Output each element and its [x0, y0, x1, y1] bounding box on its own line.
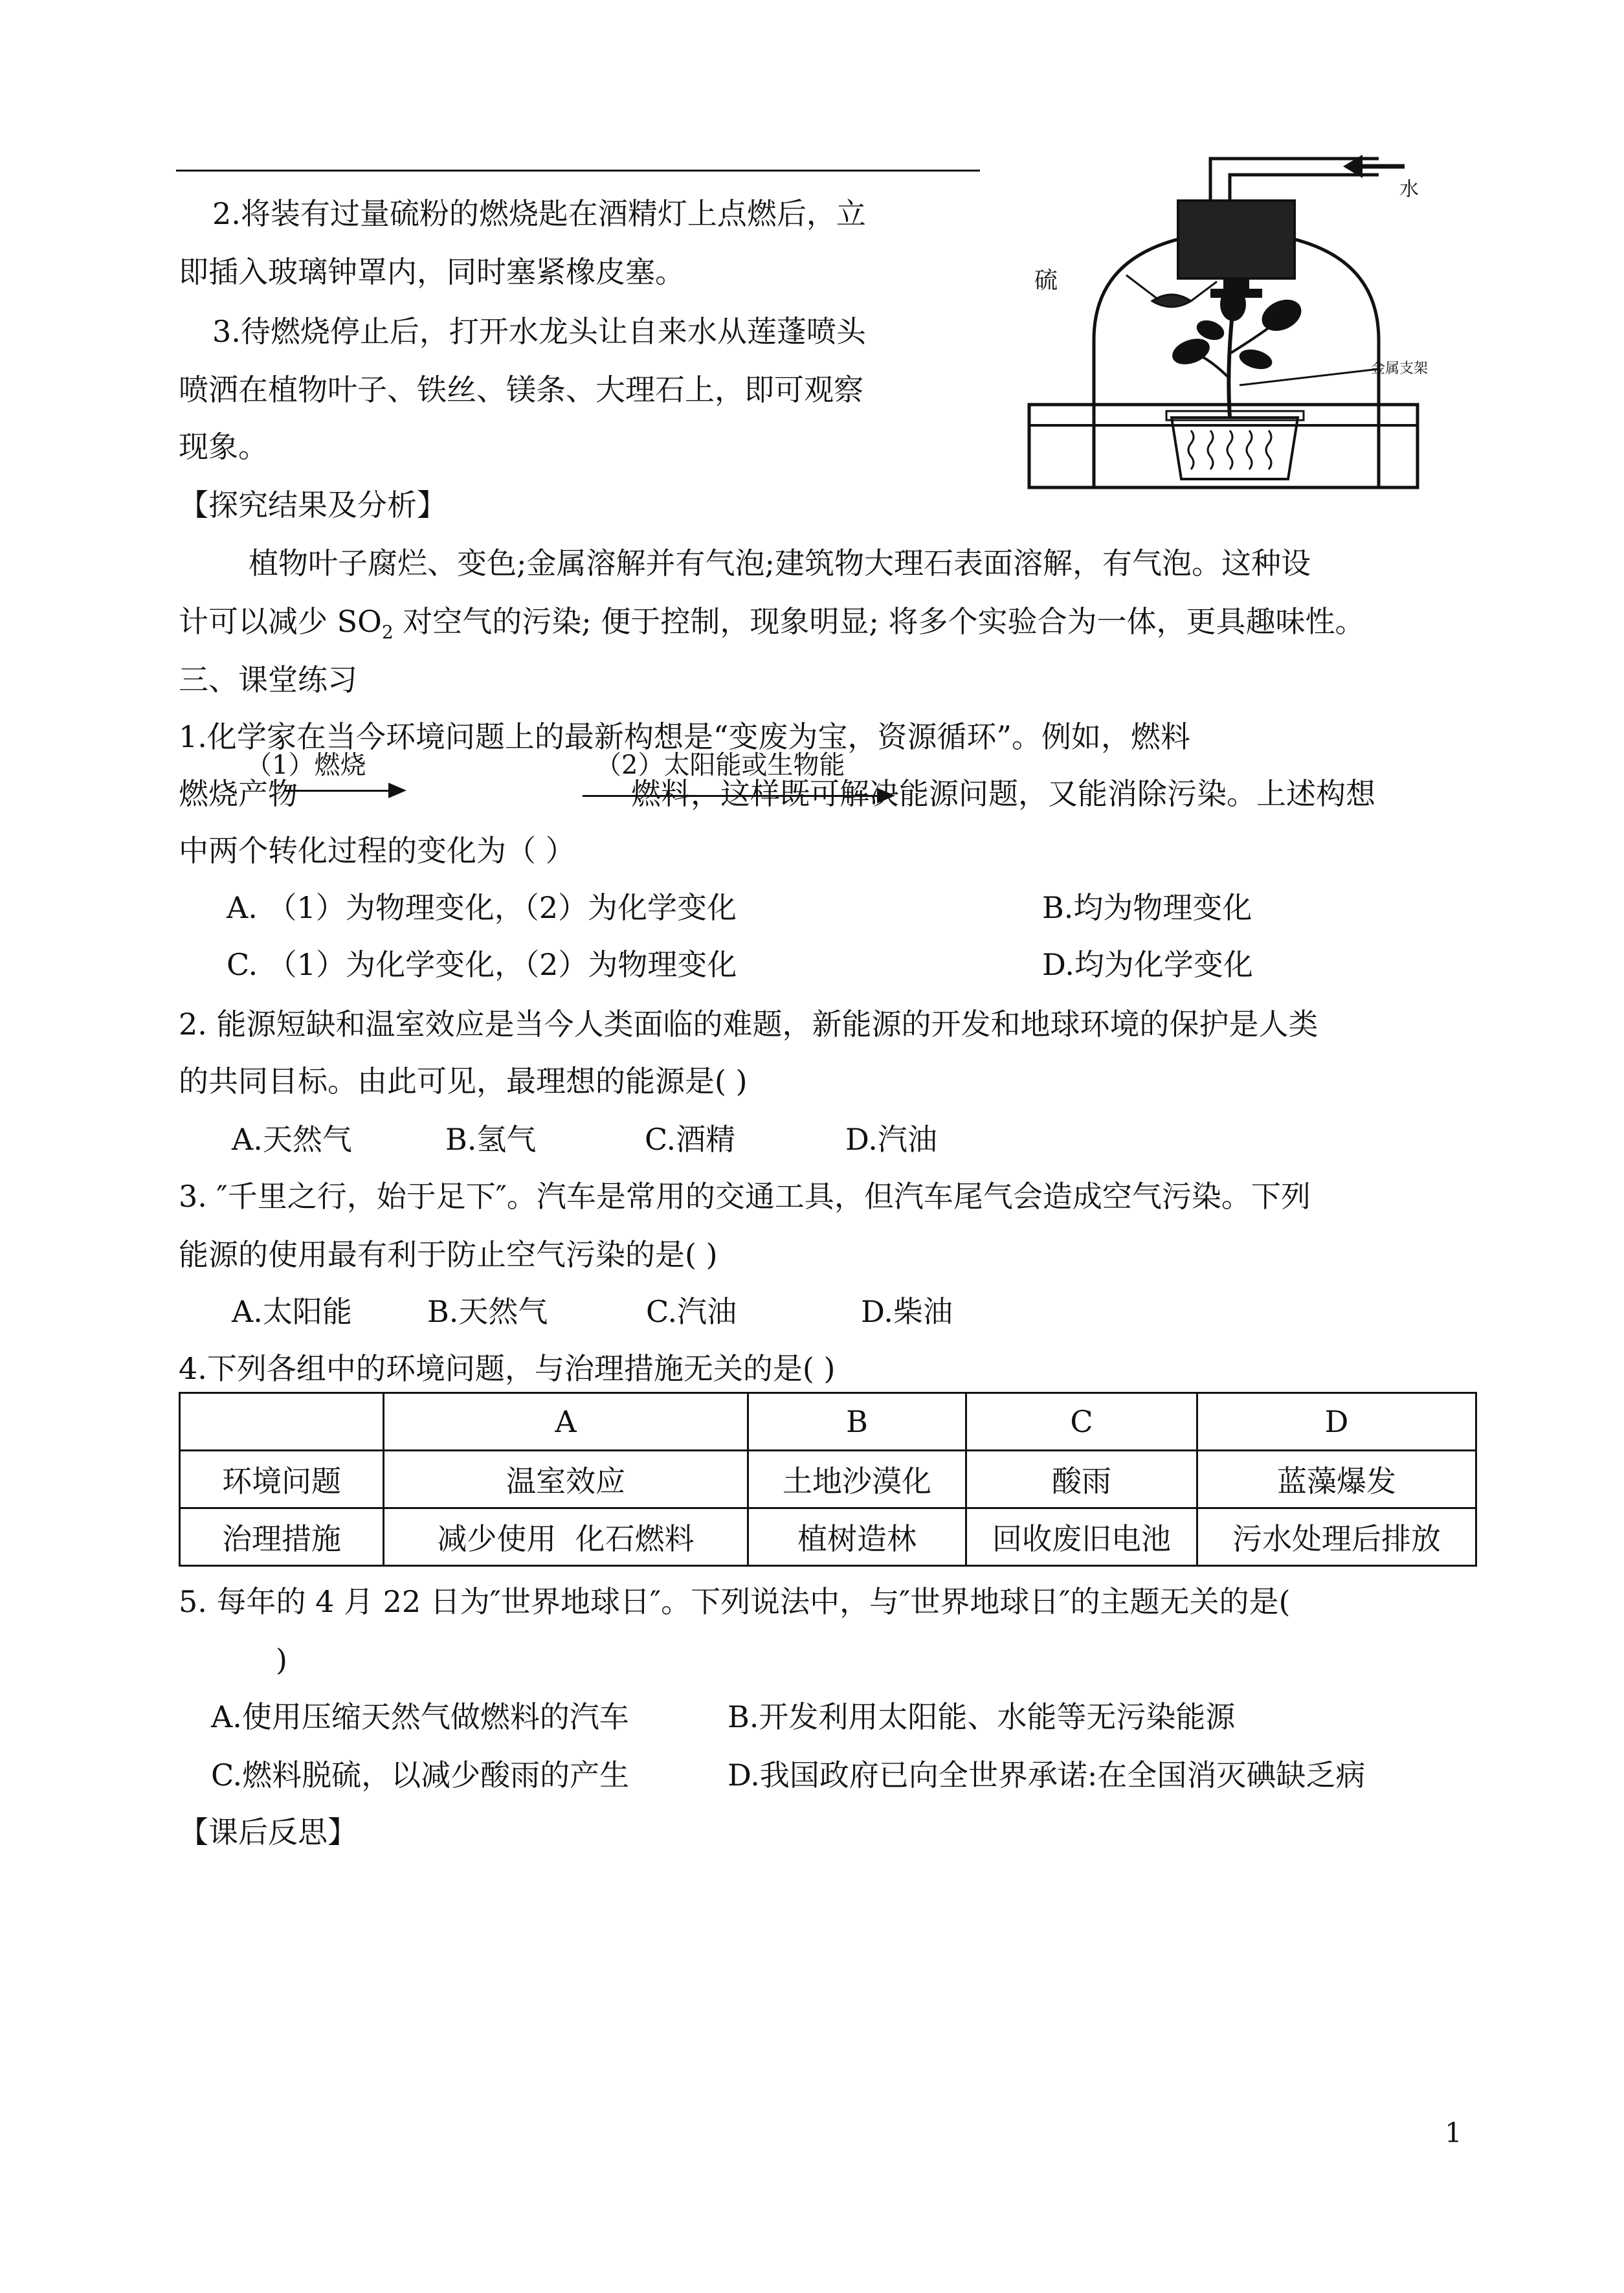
results-heading: 【探究结果及分析】 [179, 487, 447, 522]
page-number: 1 [1445, 2117, 1462, 2149]
q1-arrow1-head [388, 783, 406, 798]
q2-line1: 2. 能源短缺和温室效应是当今人类面临的难题，新能源的开发和地球环境的保护是人类 [179, 1007, 1318, 1042]
step2-line2: 即插入玻璃钟罩内，同时塞紧橡皮塞。 [179, 254, 685, 289]
q5-line2: ) [276, 1642, 287, 1677]
q1-option-c: C. （1）为化学变化，（2）为物理变化 [227, 947, 737, 982]
q1-line2-b: 燃料，这样既可解决能源问题，又能消除污染。上述构想 [631, 776, 1375, 811]
practice-heading: 三、课堂练习 [179, 662, 357, 697]
results-para-line1: 植物叶子腐烂、变色;金属溶解并有气泡;建筑物大理石表面溶解，有气泡。这种设 [249, 546, 1311, 581]
q1-option-d: D.均为化学变化 [1042, 947, 1253, 982]
results-para-line2: 计可以减少 $SO_2$ 对空气的污染; 便于控制，现象明显; 将多个实验合为一体，更具趣味性。 [179, 604, 1365, 643]
q5-option-a: A.使用压缩天然气做燃料的汽车 [211, 1699, 629, 1734]
table-cell: D [1197, 1393, 1476, 1451]
q1-arrow1-label: （1）燃烧 [246, 750, 366, 780]
table-cell: 酸雨 [966, 1451, 1197, 1508]
step3-line2: 喷洒在植物叶子、铁丝、镁条、大理石上，即可观察 [179, 372, 863, 407]
q5-line1: 5. 每年的 4 月 22 日为″世界地球日″。下列说法中，与″世界地球日″的主题无关的是( [179, 1584, 1291, 1619]
q1-arrow2-label: （2）太阳能或生物能 [595, 750, 845, 780]
table-cell: 污水处理后排放 [1197, 1508, 1476, 1566]
water-label: 水 [1399, 178, 1419, 201]
top-rule [176, 170, 980, 172]
table-cell [180, 1393, 384, 1451]
q5-option-b: B.开发利用太阳能、水能等无污染能源 [728, 1699, 1236, 1734]
q3-option-a: A.太阳能 [232, 1294, 352, 1329]
q5-option-c: C.燃料脱硫，以减少酸雨的产生 [211, 1758, 630, 1793]
q1-line1: 1.化学家在当今环境问题上的最新构想是“变废为宝，资源循环”。例如，燃料 [179, 719, 1190, 754]
reflection-heading: 【课后反思】 [179, 1815, 357, 1850]
table-cell: C [966, 1393, 1197, 1451]
table-cell: 回收废旧电池 [966, 1508, 1197, 1566]
bell-jar-diagram [1016, 146, 1430, 495]
q2-option-c: C.酒精 [645, 1122, 736, 1157]
sulfur-label: 硫 [1034, 267, 1058, 294]
q2-option-a: A.天然气 [232, 1122, 352, 1157]
table-cell: 植树造林 [748, 1508, 966, 1566]
q3-line2: 能源的使用最有利于防止空气污染的是( ) [179, 1237, 718, 1272]
table-cell: 土地沙漠化 [748, 1451, 966, 1508]
q1-option-b: B.均为物理变化 [1042, 890, 1252, 925]
table-cell: 环境问题 [180, 1451, 384, 1508]
q3-option-c: C.汽油 [646, 1294, 737, 1329]
q3-option-b: B.天然气 [427, 1294, 548, 1329]
q2-option-b: B.氢气 [445, 1122, 537, 1157]
q2-option-d: D.汽油 [845, 1122, 937, 1157]
q1-line2-a: 燃烧产物 [179, 776, 298, 811]
environment-table [179, 1392, 1477, 1567]
table-row [180, 1451, 1476, 1508]
table-cell: A [384, 1393, 748, 1451]
q2-line2: 的共同目标。由此可见，最理想的能源是( ) [179, 1064, 748, 1099]
q1-line3: 中两个转化过程的变化为（ ） [179, 833, 575, 868]
q1-arrow1-line [285, 790, 395, 792]
q3-option-d: D.柴油 [861, 1294, 953, 1329]
table-cell: 温室效应 [384, 1451, 748, 1508]
table-cell: 治理措施 [180, 1508, 384, 1566]
q4-line1: 4.下列各组中的环境问题，与治理措施无关的是( ) [179, 1351, 836, 1386]
metal-support-label: 金属支架 [1371, 361, 1429, 377]
apparatus-figure [1016, 146, 1430, 495]
step2-line1: 2.将装有过量硫粉的燃烧匙在酒精灯上点燃后，立 [212, 196, 866, 231]
q1-option-a: A. （1）为物理变化，（2）为化学变化 [227, 890, 737, 925]
q5-option-d: D.我国政府已向全世界承诺:在全国消灭碘缺乏病 [728, 1758, 1366, 1793]
table-cell: 减少使用 化石燃料 [384, 1508, 748, 1566]
step3-line1: 3.待燃烧停止后，打开水龙头让自来水从莲蓬喷头 [212, 314, 866, 349]
q3-line1: 3. ″千里之行，始于足下″。汽车是常用的交通工具，但汽车尾气会造成空气污染。下列 [179, 1179, 1311, 1214]
table-header-row [180, 1393, 1476, 1451]
table-cell: 蓝藻爆发 [1197, 1451, 1476, 1508]
table-row [180, 1508, 1476, 1566]
step3-line3: 现象。 [179, 429, 268, 464]
table-cell: B [748, 1393, 966, 1451]
